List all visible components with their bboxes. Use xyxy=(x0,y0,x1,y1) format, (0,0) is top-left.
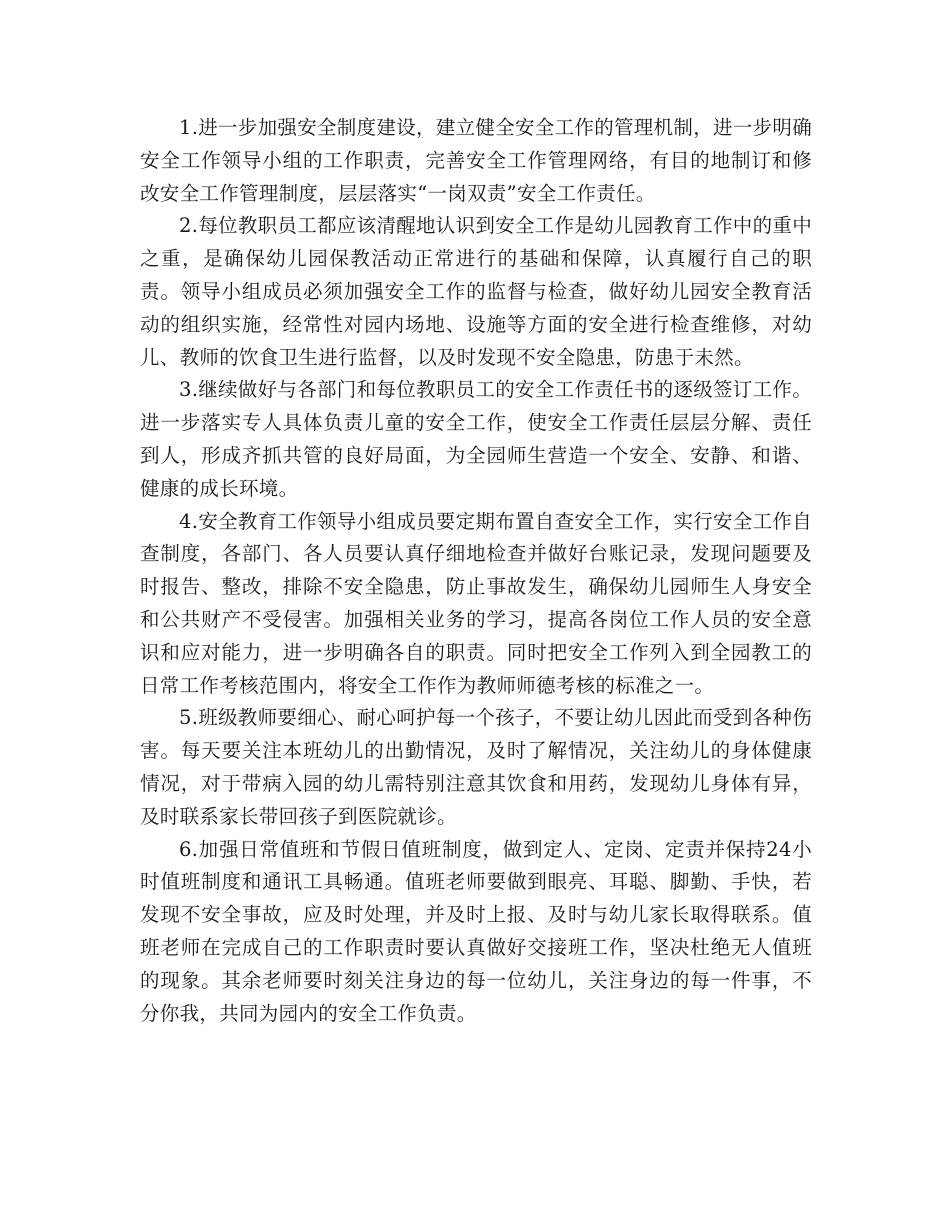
paragraph-5: 5.班级教师要细心、耐心呵护每一个孩子，不要让幼儿因此而受到各种伤害。每天要关注本班幼儿的出勤情况，及时了解情况，关注幼儿的身体健康情况，对于带病入园的幼儿需特别注意其饮食和用药，发现幼儿身体有异，及时联系家长带回孩子到医院就诊。 xyxy=(140,706,813,828)
paragraph-2: 2.每位教职员工都应该清醒地认识到安全工作是幼儿园教育工作中的重中之重，是确保幼儿园保教活动正常进行的基础和保障，认真履行自己的职责。领导小组成员必须加强安全工作的监督与检查，做好幼儿园安全教育活动的组织实施，经常性对园内场地、设施等方面的安全进行检查维修，对幼儿、教师的饮食卫生进行监督，以及时发现不安全隐患，防患于未然。 xyxy=(140,214,813,369)
document-body xyxy=(140,112,812,1030)
paragraph-1: 1.进一步加强安全制度建设，建立健全安全工作的管理机制，进一步明确安全工作领导小组的工作职责，完善安全工作管理网络，有目的地制订和修改安全工作管理制度，层层落实“一岗双责”安全工作责任。 xyxy=(140,116,813,205)
paragraph-4: 4.安全教育工作领导小组成员要定期布置自查安全工作，实行安全工作自查制度，各部门、各人员要认真仔细地检查并做好台账记录，发现问题要及时报告、整改，排除不安全隐患，防止事故发生，确保幼儿园师生人身安全和公共财产不受侵害。加强相关业务的学习，提高各岗位工作人员的安全意识和应对能力，进一步明确各自的职责。同时把安全工作列入到全园教工的日常工作考核范围内，将安全工作作为教师师德考核的标准之一。 xyxy=(140,509,813,697)
paragraph-3: 3.继续做好与各部门和每位教职员工的安全工作责任书的逐级签订工作。进一步落实专人具体负责儿童的安全工作，使安全工作责任层层分解、责任到人，形成齐抓共管的良好局面，为全园师生营造一个安全、安静、和谐、健康的成长环境。 xyxy=(140,378,813,500)
paragraph-6: 6.加强日常值班和节假日值班制度，做到定人、定岗、定责并保持24小时值班制度和通讯工具畅通。值班老师要做到眼亮、耳聪、脚勤、手快，若发现不安全事故，应及时处理，并及时上报、及时与幼儿家长取得联系。值班老师在完成自己的工作职责时要认真做好交接班工作，坚决杜绝无人值班的现象。其余老师要时刻关注身边的每一位幼儿，关注身边的每一件事，不分你我，共同为园内的安全工作负责。 xyxy=(140,837,812,1025)
